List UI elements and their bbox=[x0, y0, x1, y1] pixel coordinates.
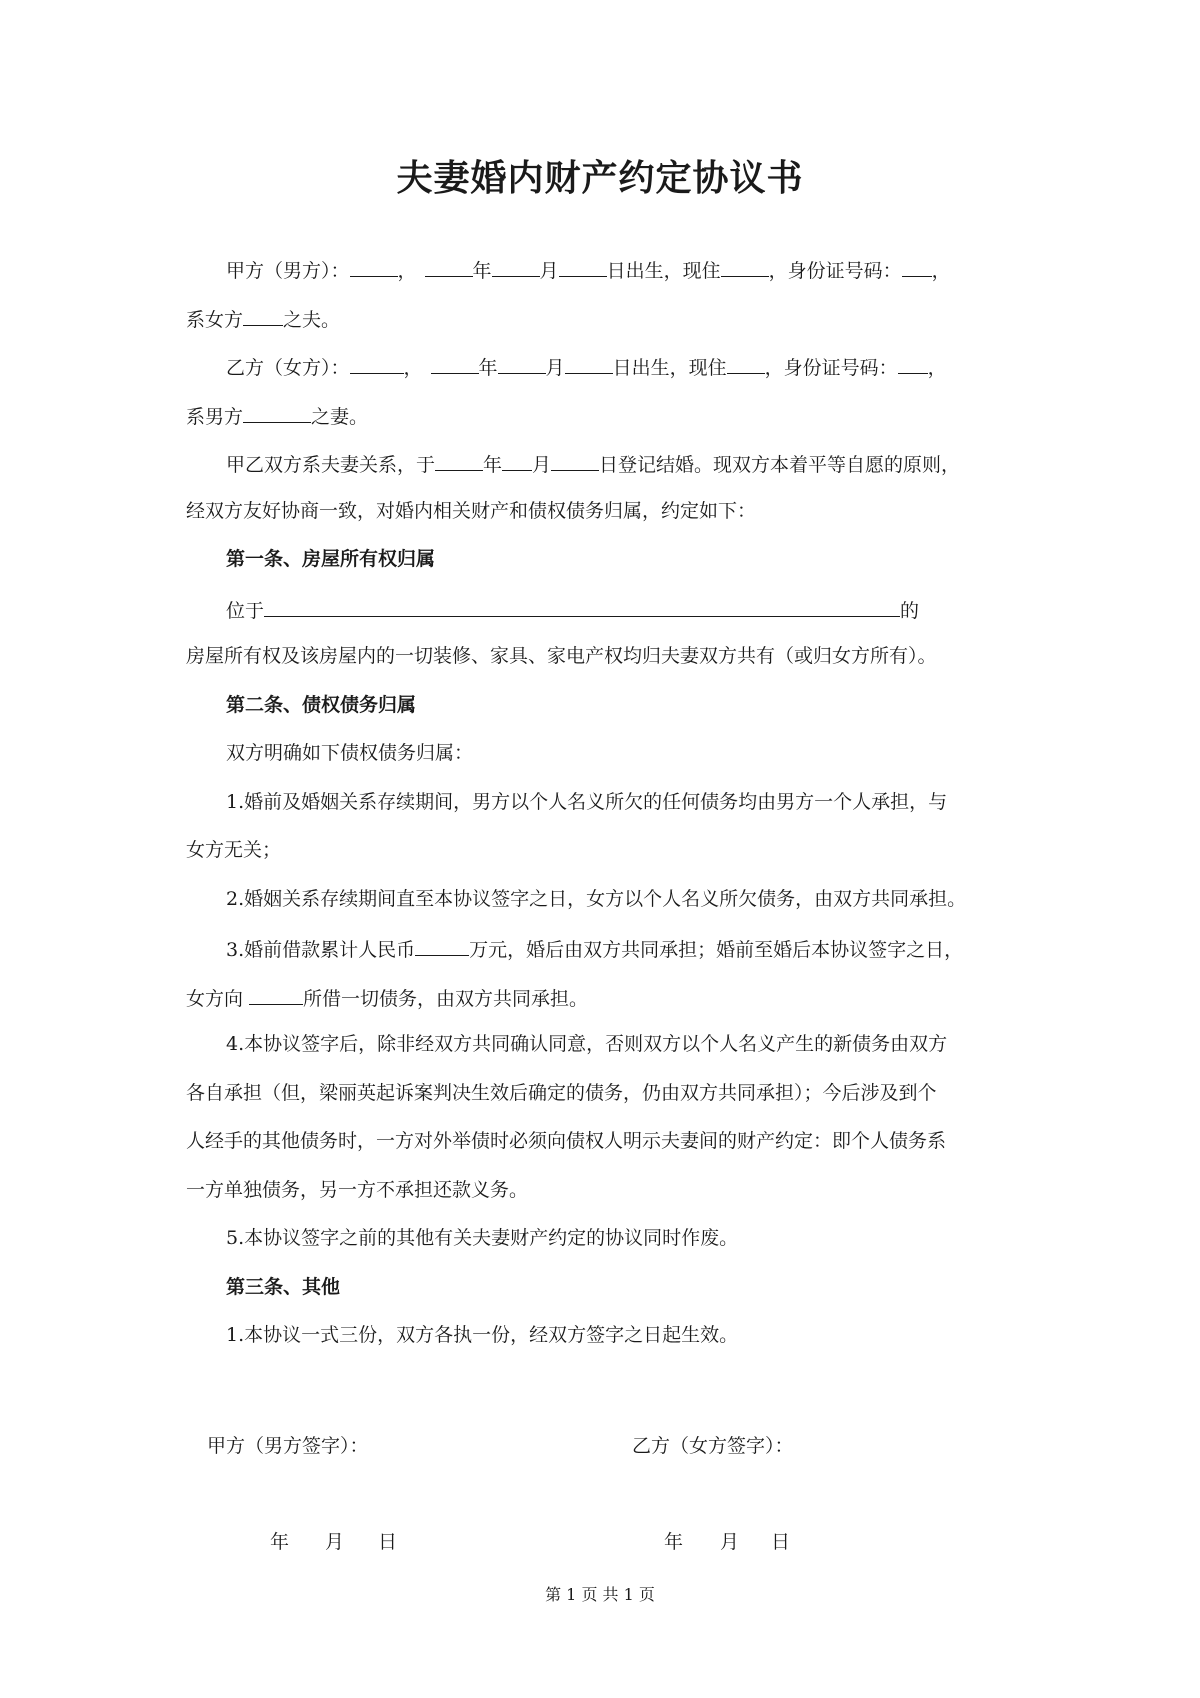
article-2-item-3-line-2 bbox=[186, 984, 1034, 1033]
party-a-date-day: 日 bbox=[378, 1531, 398, 1553]
article-2-heading: 第二条、债权债务归属 bbox=[226, 693, 417, 716]
party-b-date-year: 年 bbox=[664, 1531, 684, 1553]
article-2-item-3-line-1 bbox=[186, 935, 1034, 984]
located-at-label: 位于 bbox=[226, 599, 265, 622]
article-2-item-2: 2.婚姻关系存续期间直至本协议签字之日，女方以个人名义所欠债务，由双方共同承担。 bbox=[226, 887, 967, 910]
punct: ， bbox=[931, 260, 951, 282]
article-1-heading: 第一条、房屋所有权归属 bbox=[226, 548, 436, 570]
document-body bbox=[186, 256, 1034, 1372]
party-b-id-blank bbox=[898, 353, 928, 374]
article-2-item-4-line-2: 各自承担（但，梁丽英起诉案判决生效后确定的债务，仍由双方共同承担）；今后涉及到个 bbox=[186, 1081, 937, 1104]
party-b-residence-blank bbox=[727, 353, 765, 374]
article-2-lead: 双方明确如下债权债务归属： bbox=[226, 742, 474, 764]
party-a-line-2 bbox=[186, 305, 1034, 354]
loan-terms-text: 万元，婚后由双方共同承担；婚前至婚后本协议签字之日， bbox=[469, 939, 964, 961]
article-2-item-4-line-3: 人经手的其他债务时，一方对外举债时必须向债权人明示夫妻间的财产约定：即个人债务系 bbox=[186, 1130, 947, 1152]
article-2-item-4-line-1: 4.本协议签字后，除非经双方共同确认同意，否则双方以个人名义产生的新债务由双方 bbox=[226, 1033, 948, 1055]
punct: ， bbox=[397, 260, 417, 282]
intro-line-2: 经双方友好协商一致，对婚内相关财产和债权债务归属，约定如下： bbox=[186, 499, 757, 522]
id-number-label: ，身份证号码： bbox=[768, 260, 902, 282]
party-b-line-2 bbox=[186, 402, 1034, 451]
marriage-day-blank bbox=[551, 450, 599, 471]
article-3-item-1: 1.本协议一式三份，双方各执一份，经双方签字之日起生效。 bbox=[226, 1324, 739, 1346]
house-address-blank bbox=[264, 596, 900, 617]
party-a-date-year: 年 bbox=[270, 1531, 290, 1553]
article-3-heading: 第三条、其他 bbox=[226, 1275, 341, 1298]
birth-residence-label: 日出生，现住 bbox=[606, 260, 721, 282]
husband-label: 之夫。 bbox=[283, 308, 341, 331]
party-b-signature-label: 乙方（女方签字）： bbox=[632, 1435, 794, 1457]
year-label: 年 bbox=[483, 454, 503, 476]
party-a-residence-blank bbox=[721, 256, 769, 277]
marriage-month-blank bbox=[502, 450, 532, 471]
woman-borrowed-from-label: 女方向 bbox=[186, 987, 250, 1010]
party-a-id-blank bbox=[902, 256, 932, 277]
marriage-registration-text: 甲乙双方系夫妻关系，于 bbox=[226, 454, 436, 476]
party-a-date-month: 月 bbox=[325, 1531, 345, 1553]
month-label: 月 bbox=[539, 260, 559, 282]
party-b-name-blank bbox=[350, 353, 404, 374]
party-b-date-day: 日 bbox=[771, 1531, 791, 1553]
party-b-line-1 bbox=[186, 353, 1034, 402]
punct: ， bbox=[403, 357, 423, 379]
creditor-blank bbox=[249, 984, 303, 1005]
article-2-item-1-line-2: 女方无关； bbox=[186, 839, 282, 861]
party-b-label: 乙方（女方）： bbox=[226, 357, 350, 379]
party-a-name-blank bbox=[350, 256, 398, 277]
id-number-label: ，身份证号码： bbox=[764, 357, 898, 379]
article-1-ownership-text: 房屋所有权及该房屋内的一切装修、家具、家电产权均归夫妻双方共有（或归女方所有）。 bbox=[186, 645, 937, 667]
party-a-spouse-blank bbox=[243, 305, 283, 326]
month-label: 月 bbox=[545, 357, 565, 379]
party-b-birth-day-blank bbox=[565, 353, 613, 374]
spouse-of-label: 系男方 bbox=[186, 405, 244, 428]
party-b-date-month: 月 bbox=[720, 1531, 740, 1553]
article-2-item-1-line-1: 1.婚前及婚姻关系存续期间，男方以个人名义所欠的任何债务均由男方一个人承担，与 bbox=[226, 790, 948, 813]
page-footer: 第 1 页 共 1 页 bbox=[545, 1585, 655, 1604]
party-a-line-1 bbox=[186, 256, 1034, 305]
birth-residence-label: 日出生，现住 bbox=[612, 357, 727, 379]
wife-label: 之妻。 bbox=[311, 405, 369, 428]
article-2-item-4-line-4: 一方单独债务，另一方不承担还款义务。 bbox=[186, 1178, 529, 1201]
month-label: 月 bbox=[532, 454, 552, 476]
intro-line-1 bbox=[186, 450, 1034, 499]
loan-total-label: 3.婚前借款累计人民币 bbox=[226, 939, 416, 961]
year-label: 年 bbox=[472, 260, 492, 282]
party-a-birth-month-blank bbox=[492, 256, 540, 277]
punct: ， bbox=[927, 357, 947, 379]
particle: 的 bbox=[900, 599, 920, 622]
document-title: 夫妻婚内财产约定协议书 bbox=[396, 157, 804, 199]
party-a-signature-label: 甲方（男方签字）： bbox=[207, 1435, 369, 1457]
party-a-label: 甲方（男方）： bbox=[226, 260, 350, 282]
party-b-birth-year-blank bbox=[431, 353, 479, 374]
spouse-of-label: 系女方 bbox=[186, 308, 244, 331]
article-1-location-line bbox=[186, 596, 1034, 645]
loan-amount-blank bbox=[415, 935, 469, 956]
article-2-item-5: 5.本协议签字之前的其他有关夫妻财产约定的协议同时作废。 bbox=[226, 1227, 739, 1249]
principle-text: 日登记结婚。现双方本着平等自愿的原则， bbox=[599, 454, 961, 476]
shared-debt-text: 所借一切债务，由双方共同承担。 bbox=[303, 987, 589, 1010]
marriage-year-blank bbox=[435, 450, 483, 471]
party-a-birth-year-blank bbox=[425, 256, 473, 277]
party-b-birth-month-blank bbox=[498, 353, 546, 374]
year-label: 年 bbox=[478, 357, 498, 379]
party-b-spouse-blank bbox=[243, 402, 311, 423]
party-a-birth-day-blank bbox=[559, 256, 607, 277]
